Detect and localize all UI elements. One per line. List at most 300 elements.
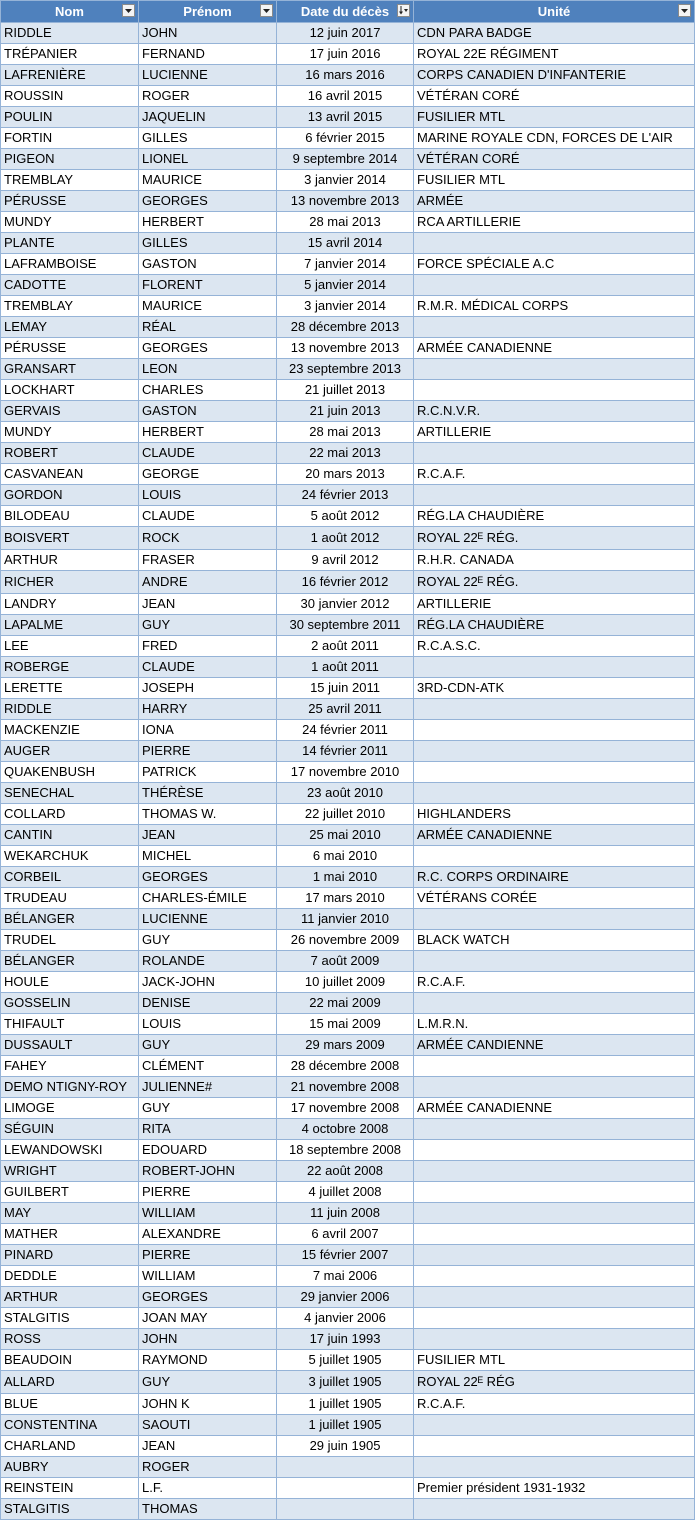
unite-cell[interactable] — [414, 783, 695, 804]
nom-cell[interactable]: LAFRENIÈRE — [1, 65, 139, 86]
date-cell[interactable]: 30 janvier 2012 — [277, 594, 414, 615]
date-cell[interactable]: 11 janvier 2010 — [277, 909, 414, 930]
nom-cell[interactable]: BILODEAU — [1, 506, 139, 527]
unite-cell[interactable] — [414, 1119, 695, 1140]
nom-cell[interactable]: CASVANEAN — [1, 464, 139, 485]
table-row — [1, 107, 695, 128]
unite-cell[interactable]: RÉG.LA CHAUDIÈRE — [414, 615, 695, 636]
nom-cell[interactable]: CANTIN — [1, 825, 139, 846]
date-cell[interactable]: 3 janvier 2014 — [277, 296, 414, 317]
date-cell[interactable]: 17 novembre 2010 — [277, 762, 414, 783]
date-cell[interactable]: 15 avril 2014 — [277, 233, 414, 254]
date-cell[interactable] — [277, 1478, 414, 1499]
unite-cell[interactable] — [414, 1245, 695, 1266]
prenom-cell[interactable]: GILLES — [139, 233, 277, 254]
nom-cell[interactable]: LAPALME — [1, 615, 139, 636]
date-cell[interactable]: 9 avril 2012 — [277, 550, 414, 571]
unite-cell[interactable] — [414, 233, 695, 254]
unite-cell[interactable]: R.C. CORPS ORDINAIRE — [414, 867, 695, 888]
date-cell[interactable]: 6 février 2015 — [277, 128, 414, 149]
prenom-cell[interactable]: ROBERT-JOHN — [139, 1161, 277, 1182]
sort-descending-icon[interactable] — [397, 4, 410, 17]
date-cell[interactable]: 22 juillet 2010 — [277, 804, 414, 825]
unite-cell[interactable]: ARMÉE CANADIENNE — [414, 825, 695, 846]
date-cell[interactable]: 7 mai 2006 — [277, 1266, 414, 1287]
prenom-cell[interactable]: PIERRE — [139, 1245, 277, 1266]
nom-cell[interactable]: RIDDLE — [1, 699, 139, 720]
prenom-cell[interactable]: HERBERT — [139, 212, 277, 233]
nom-cell[interactable]: CADOTTE — [1, 275, 139, 296]
date-cell[interactable]: 4 janvier 2006 — [277, 1308, 414, 1329]
nom-cell[interactable]: POULIN — [1, 107, 139, 128]
prenom-cell[interactable]: JOHN — [139, 1329, 277, 1350]
prenom-cell[interactable]: JEAN — [139, 594, 277, 615]
date-cell[interactable]: 20 mars 2013 — [277, 464, 414, 485]
dropdown-arrow-icon[interactable] — [260, 4, 273, 17]
unite-cell[interactable]: ROYAL 22E RÉGIMENT — [414, 44, 695, 65]
prenom-cell[interactable]: L.F. — [139, 1478, 277, 1499]
nom-cell[interactable]: TRUDEL — [1, 930, 139, 951]
date-cell[interactable]: 11 juin 2008 — [277, 1203, 414, 1224]
nom-cell[interactable]: MAY — [1, 1203, 139, 1224]
prenom-cell[interactable]: GUY — [139, 615, 277, 636]
prenom-cell[interactable]: JOHN — [139, 23, 277, 44]
unite-cell[interactable]: RCA ARTILLERIE — [414, 212, 695, 233]
unite-cell[interactable] — [414, 1182, 695, 1203]
date-cell[interactable]: 5 juillet 1905 — [277, 1350, 414, 1371]
unite-cell[interactable] — [414, 1415, 695, 1436]
nom-cell[interactable]: LEE — [1, 636, 139, 657]
unite-cell[interactable] — [414, 1499, 695, 1520]
nom-cell[interactable]: TREMBLAY — [1, 170, 139, 191]
unite-cell[interactable] — [414, 741, 695, 762]
nom-cell[interactable]: MACKENZIE — [1, 720, 139, 741]
date-cell[interactable]: 17 mars 2010 — [277, 888, 414, 909]
prenom-cell[interactable]: IONA — [139, 720, 277, 741]
unite-cell[interactable] — [414, 359, 695, 380]
prenom-cell[interactable]: ROCK — [139, 527, 277, 550]
nom-cell[interactable]: PÉRUSSE — [1, 338, 139, 359]
date-cell[interactable] — [277, 1457, 414, 1478]
prenom-cell[interactable]: THÉRÈSE — [139, 783, 277, 804]
unite-cell[interactable]: ROYAL 22ᴱ RÉG. — [414, 527, 695, 550]
prenom-cell[interactable]: CLAUDE — [139, 443, 277, 464]
prenom-cell[interactable]: PIERRE — [139, 741, 277, 762]
prenom-cell[interactable]: GUY — [139, 1098, 277, 1119]
date-cell[interactable]: 4 octobre 2008 — [277, 1119, 414, 1140]
unite-cell[interactable]: HIGHLANDERS — [414, 804, 695, 825]
date-cell[interactable]: 25 mai 2010 — [277, 825, 414, 846]
date-cell[interactable]: 23 septembre 2013 — [277, 359, 414, 380]
date-cell[interactable]: 16 février 2012 — [277, 571, 414, 594]
unite-cell[interactable]: FUSILIER MTL — [414, 1350, 695, 1371]
nom-cell[interactable]: MUNDY — [1, 212, 139, 233]
unite-cell[interactable]: R.C.A.F. — [414, 464, 695, 485]
prenom-cell[interactable]: DENISE — [139, 993, 277, 1014]
date-cell[interactable]: 17 juin 2016 — [277, 44, 414, 65]
nom-cell[interactable]: GERVAIS — [1, 401, 139, 422]
unite-cell[interactable]: R.C.A.S.C. — [414, 636, 695, 657]
nom-cell[interactable]: PINARD — [1, 1245, 139, 1266]
nom-cell[interactable]: ROSS — [1, 1329, 139, 1350]
nom-cell[interactable]: BOISVERT — [1, 527, 139, 550]
date-cell[interactable]: 5 janvier 2014 — [277, 275, 414, 296]
nom-cell[interactable]: GOSSELIN — [1, 993, 139, 1014]
nom-cell[interactable]: BEAUDOIN — [1, 1350, 139, 1371]
nom-cell[interactable]: DUSSAULT — [1, 1035, 139, 1056]
unite-cell[interactable]: FORCE SPÉCIALE A.C — [414, 254, 695, 275]
nom-cell[interactable]: THIFAULT — [1, 1014, 139, 1035]
unite-cell[interactable]: Premier président 1931-1932 — [414, 1478, 695, 1499]
unite-cell[interactable] — [414, 1308, 695, 1329]
prenom-cell[interactable]: FLORENT — [139, 275, 277, 296]
nom-cell[interactable]: LOCKHART — [1, 380, 139, 401]
nom-cell[interactable]: CHARLAND — [1, 1436, 139, 1457]
unite-cell[interactable]: VÉTÉRAN CORÉ — [414, 149, 695, 170]
prenom-cell[interactable]: LUCIENNE — [139, 65, 277, 86]
prenom-cell[interactable]: EDOUARD — [139, 1140, 277, 1161]
unite-cell[interactable] — [414, 993, 695, 1014]
date-cell[interactable]: 10 juillet 2009 — [277, 972, 414, 993]
prenom-cell[interactable]: CLÉMENT — [139, 1056, 277, 1077]
unite-cell[interactable]: VÉTÉRANS CORÉE — [414, 888, 695, 909]
date-cell[interactable]: 6 avril 2007 — [277, 1224, 414, 1245]
unite-cell[interactable]: L.M.R.N. — [414, 1014, 695, 1035]
nom-cell[interactable]: SÉGUIN — [1, 1119, 139, 1140]
nom-cell[interactable]: ARTHUR — [1, 550, 139, 571]
unite-cell[interactable]: R.C.A.F. — [414, 1394, 695, 1415]
unite-cell[interactable] — [414, 1329, 695, 1350]
date-cell[interactable]: 1 juillet 1905 — [277, 1394, 414, 1415]
prenom-cell[interactable]: ROGER — [139, 86, 277, 107]
date-cell[interactable]: 22 mai 2013 — [277, 443, 414, 464]
nom-cell[interactable]: TREMBLAY — [1, 296, 139, 317]
unite-cell[interactable] — [414, 657, 695, 678]
nom-cell[interactable]: MATHER — [1, 1224, 139, 1245]
date-cell[interactable]: 29 juin 1905 — [277, 1436, 414, 1457]
unite-cell[interactable] — [414, 951, 695, 972]
date-cell[interactable]: 3 juillet 1905 — [277, 1371, 414, 1394]
date-cell[interactable]: 14 février 2011 — [277, 741, 414, 762]
nom-cell[interactable]: TRÉPANIER — [1, 44, 139, 65]
nom-cell[interactable]: LAFRAMBOISE — [1, 254, 139, 275]
prenom-cell[interactable]: MAURICE — [139, 296, 277, 317]
prenom-cell[interactable]: MICHEL — [139, 846, 277, 867]
prenom-cell[interactable]: MAURICE — [139, 170, 277, 191]
prenom-cell[interactable]: JOSEPH — [139, 678, 277, 699]
prenom-cell[interactable]: CHARLES-ÉMILE — [139, 888, 277, 909]
unite-cell[interactable]: ARMÉE — [414, 191, 695, 212]
unite-cell[interactable] — [414, 1140, 695, 1161]
unite-cell[interactable]: ARTILLERIE — [414, 594, 695, 615]
nom-cell[interactable]: LANDRY — [1, 594, 139, 615]
unite-cell[interactable]: FUSILIER MTL — [414, 107, 695, 128]
prenom-cell[interactable]: GILLES — [139, 128, 277, 149]
unite-cell[interactable] — [414, 1266, 695, 1287]
nom-cell[interactable]: WRIGHT — [1, 1161, 139, 1182]
date-cell[interactable]: 21 novembre 2008 — [277, 1077, 414, 1098]
prenom-cell[interactable]: GUY — [139, 1371, 277, 1394]
unite-cell[interactable] — [414, 1224, 695, 1245]
date-cell[interactable]: 1 mai 2010 — [277, 867, 414, 888]
date-cell[interactable]: 6 mai 2010 — [277, 846, 414, 867]
table-row — [1, 65, 695, 86]
nom-cell[interactable]: STALGITIS — [1, 1308, 139, 1329]
date-cell[interactable]: 28 décembre 2013 — [277, 317, 414, 338]
unite-cell[interactable] — [414, 317, 695, 338]
prenom-cell[interactable]: RITA — [139, 1119, 277, 1140]
unite-cell[interactable]: ARMÉE CANADIENNE — [414, 1098, 695, 1119]
prenom-cell[interactable]: FERNAND — [139, 44, 277, 65]
prenom-cell[interactable]: GUY — [139, 930, 277, 951]
date-cell[interactable]: 15 mai 2009 — [277, 1014, 414, 1035]
unite-cell[interactable]: CORPS CANADIEN D'INFANTERIE — [414, 65, 695, 86]
nom-cell[interactable]: WEKARCHUK — [1, 846, 139, 867]
date-cell[interactable]: 16 avril 2015 — [277, 86, 414, 107]
prenom-cell[interactable]: JEAN — [139, 825, 277, 846]
table-body — [1, 23, 695, 1520]
prenom-cell[interactable]: CLAUDE — [139, 506, 277, 527]
dropdown-arrow-icon[interactable] — [678, 4, 691, 17]
table-row — [1, 1350, 695, 1371]
date-cell[interactable]: 7 août 2009 — [277, 951, 414, 972]
nom-cell[interactable]: FAHEY — [1, 1056, 139, 1077]
nom-cell[interactable]: PLANTE — [1, 233, 139, 254]
nom-cell[interactable]: ALLARD — [1, 1371, 139, 1394]
table-row — [1, 1371, 695, 1394]
unite-cell[interactable]: ROYAL 22ᴱ RÉG — [414, 1371, 695, 1394]
prenom-cell[interactable]: LOUIS — [139, 485, 277, 506]
nom-cell[interactable]: TRUDEAU — [1, 888, 139, 909]
unite-cell[interactable] — [414, 1077, 695, 1098]
unite-cell[interactable] — [414, 1287, 695, 1308]
nom-cell[interactable]: BLUE — [1, 1394, 139, 1415]
date-cell[interactable]: 22 mai 2009 — [277, 993, 414, 1014]
unite-cell[interactable] — [414, 443, 695, 464]
unite-cell[interactable] — [414, 1203, 695, 1224]
prenom-cell[interactable]: PIERRE — [139, 1182, 277, 1203]
unite-cell[interactable] — [414, 380, 695, 401]
date-cell[interactable]: 1 juillet 1905 — [277, 1415, 414, 1436]
date-cell[interactable]: 21 juillet 2013 — [277, 380, 414, 401]
nom-cell[interactable]: QUAKENBUSH — [1, 762, 139, 783]
prenom-cell[interactable]: WILLIAM — [139, 1203, 277, 1224]
table-row — [1, 149, 695, 170]
prenom-cell[interactable]: FRED — [139, 636, 277, 657]
unite-cell[interactable] — [414, 275, 695, 296]
date-cell[interactable]: 7 janvier 2014 — [277, 254, 414, 275]
prenom-cell[interactable]: THOMAS W. — [139, 804, 277, 825]
nom-cell[interactable]: LEMAY — [1, 317, 139, 338]
nom-cell[interactable]: DEMO NTIGNY-ROY — [1, 1077, 139, 1098]
prenom-cell[interactable]: GEORGES — [139, 191, 277, 212]
unite-cell[interactable] — [414, 762, 695, 783]
prenom-cell[interactable]: GEORGES — [139, 338, 277, 359]
prenom-cell[interactable]: HARRY — [139, 699, 277, 720]
prenom-cell[interactable]: JULIENNE# — [139, 1077, 277, 1098]
prenom-cell[interactable]: RAYMOND — [139, 1350, 277, 1371]
prenom-cell[interactable]: GASTON — [139, 401, 277, 422]
table-row — [1, 636, 695, 657]
prenom-cell[interactable]: GEORGE — [139, 464, 277, 485]
unite-cell[interactable]: R.M.R. MÉDICAL CORPS — [414, 296, 695, 317]
unite-cell[interactable] — [414, 485, 695, 506]
nom-cell[interactable]: DEDDLE — [1, 1266, 139, 1287]
prenom-cell[interactable]: ALEXANDRE — [139, 1224, 277, 1245]
unite-cell[interactable] — [414, 846, 695, 867]
nom-cell[interactable]: RIDDLE — [1, 23, 139, 44]
unite-cell[interactable]: R.C.A.F. — [414, 972, 695, 993]
nom-cell[interactable]: COLLARD — [1, 804, 139, 825]
date-cell[interactable]: 4 juillet 2008 — [277, 1182, 414, 1203]
prenom-cell[interactable]: WILLIAM — [139, 1266, 277, 1287]
prenom-cell[interactable]: JEAN — [139, 1436, 277, 1457]
table-row — [1, 1014, 695, 1035]
nom-cell[interactable]: RICHER — [1, 571, 139, 594]
prenom-cell[interactable]: GUY — [139, 1035, 277, 1056]
unite-cell[interactable] — [414, 1436, 695, 1457]
date-cell[interactable]: 13 novembre 2013 — [277, 338, 414, 359]
date-cell[interactable]: 30 septembre 2011 — [277, 615, 414, 636]
prenom-cell[interactable]: GEORGES — [139, 1287, 277, 1308]
unite-cell[interactable]: MARINE ROYALE CDN, FORCES DE L'AIR — [414, 128, 695, 149]
nom-cell[interactable]: GUILBERT — [1, 1182, 139, 1203]
date-cell[interactable]: 24 février 2011 — [277, 720, 414, 741]
table-row — [1, 1203, 695, 1224]
unite-cell[interactable]: VÉTÉRAN CORÉ — [414, 86, 695, 107]
prenom-cell[interactable]: GASTON — [139, 254, 277, 275]
date-cell[interactable]: 17 novembre 2008 — [277, 1098, 414, 1119]
date-cell[interactable]: 12 juin 2017 — [277, 23, 414, 44]
date-cell[interactable]: 29 janvier 2006 — [277, 1287, 414, 1308]
prenom-cell[interactable]: JAQUELIN — [139, 107, 277, 128]
nom-cell[interactable]: HOULE — [1, 972, 139, 993]
date-cell[interactable]: 9 septembre 2014 — [277, 149, 414, 170]
unite-cell[interactable] — [414, 720, 695, 741]
unite-cell[interactable]: 3RD-CDN-ATK — [414, 678, 695, 699]
date-cell[interactable]: 26 novembre 2009 — [277, 930, 414, 951]
prenom-cell[interactable]: LOUIS — [139, 1014, 277, 1035]
nom-cell[interactable]: PÉRUSSE — [1, 191, 139, 212]
date-cell[interactable]: 21 juin 2013 — [277, 401, 414, 422]
nom-cell[interactable]: BÉLANGER — [1, 951, 139, 972]
unite-cell[interactable]: CDN PARA BADGE — [414, 23, 695, 44]
date-cell[interactable]: 29 mars 2009 — [277, 1035, 414, 1056]
date-cell[interactable]: 5 août 2012 — [277, 506, 414, 527]
date-cell[interactable]: 3 janvier 2014 — [277, 170, 414, 191]
prenom-cell[interactable]: JOHN K — [139, 1394, 277, 1415]
date-cell[interactable]: 28 mai 2013 — [277, 212, 414, 233]
nom-cell[interactable]: LERETTE — [1, 678, 139, 699]
table-row — [1, 1415, 695, 1436]
unite-cell[interactable]: ARMÉE CANDIENNE — [414, 1035, 695, 1056]
date-cell[interactable]: 17 juin 1993 — [277, 1329, 414, 1350]
nom-cell[interactable]: ARTHUR — [1, 1287, 139, 1308]
unite-cell[interactable]: BLACK WATCH — [414, 930, 695, 951]
nom-cell[interactable]: BÉLANGER — [1, 909, 139, 930]
date-cell[interactable]: 2 août 2011 — [277, 636, 414, 657]
nom-cell[interactable]: ROBERT — [1, 443, 139, 464]
prenom-cell[interactable]: SAOUTI — [139, 1415, 277, 1436]
date-cell[interactable]: 18 septembre 2008 — [277, 1140, 414, 1161]
prenom-cell[interactable]: THOMAS — [139, 1499, 277, 1520]
prenom-cell[interactable]: ANDRE — [139, 571, 277, 594]
nom-cell[interactable]: REINSTEIN — [1, 1478, 139, 1499]
table-row — [1, 1245, 695, 1266]
nom-cell[interactable]: CONSTENTINA — [1, 1415, 139, 1436]
nom-cell[interactable]: ROUSSIN — [1, 86, 139, 107]
prenom-cell[interactable]: LIONEL — [139, 149, 277, 170]
unite-cell[interactable]: R.C.N.V.R. — [414, 401, 695, 422]
date-cell[interactable]: 15 février 2007 — [277, 1245, 414, 1266]
date-cell[interactable]: 15 juin 2011 — [277, 678, 414, 699]
nom-cell[interactable]: STALGITIS — [1, 1499, 139, 1520]
nom-cell[interactable]: LIMOGE — [1, 1098, 139, 1119]
unite-cell[interactable]: FUSILIER MTL — [414, 170, 695, 191]
prenom-cell[interactable]: RÉAL — [139, 317, 277, 338]
prenom-cell[interactable]: ROLANDE — [139, 951, 277, 972]
prenom-cell[interactable]: GEORGES — [139, 867, 277, 888]
date-cell[interactable]: 1 août 2012 — [277, 527, 414, 550]
nom-cell[interactable]: LEWANDOWSKI — [1, 1140, 139, 1161]
date-cell[interactable]: 16 mars 2016 — [277, 65, 414, 86]
date-cell[interactable]: 28 décembre 2008 — [277, 1056, 414, 1077]
prenom-cell[interactable]: HERBERT — [139, 422, 277, 443]
date-cell[interactable]: 1 août 2011 — [277, 657, 414, 678]
prenom-cell[interactable]: LEON — [139, 359, 277, 380]
unite-cell[interactable]: RÉG.LA CHAUDIÈRE — [414, 506, 695, 527]
unite-cell[interactable]: R.H.R. CANADA — [414, 550, 695, 571]
date-cell[interactable] — [277, 1499, 414, 1520]
dropdown-arrow-icon[interactable] — [122, 4, 135, 17]
prenom-cell[interactable]: FRASER — [139, 550, 277, 571]
unite-cell[interactable] — [414, 909, 695, 930]
date-cell[interactable]: 13 novembre 2013 — [277, 191, 414, 212]
nom-cell[interactable]: GRANSART — [1, 359, 139, 380]
nom-cell[interactable]: PIGEON — [1, 149, 139, 170]
nom-cell[interactable]: ROBERGE — [1, 657, 139, 678]
unite-cell[interactable]: ARTILLERIE — [414, 422, 695, 443]
unite-cell[interactable]: ROYAL 22ᴱ RÉG. — [414, 571, 695, 594]
date-cell[interactable]: 28 mai 2013 — [277, 422, 414, 443]
date-cell[interactable]: 24 février 2013 — [277, 485, 414, 506]
prenom-cell[interactable]: LUCIENNE — [139, 909, 277, 930]
date-cell[interactable]: 13 avril 2015 — [277, 107, 414, 128]
prenom-cell[interactable]: ROGER — [139, 1457, 277, 1478]
unite-cell[interactable]: ARMÉE CANADIENNE — [414, 338, 695, 359]
table-row — [1, 699, 695, 720]
date-cell[interactable]: 25 avril 2011 — [277, 699, 414, 720]
nom-cell[interactable]: AUGER — [1, 741, 139, 762]
nom-cell[interactable]: CORBEIL — [1, 867, 139, 888]
prenom-cell[interactable]: PATRICK — [139, 762, 277, 783]
unite-cell[interactable] — [414, 699, 695, 720]
prenom-cell[interactable]: CLAUDE — [139, 657, 277, 678]
nom-cell[interactable]: AUBRY — [1, 1457, 139, 1478]
prenom-cell[interactable]: CHARLES — [139, 380, 277, 401]
unite-cell[interactable] — [414, 1457, 695, 1478]
date-cell[interactable]: 23 août 2010 — [277, 783, 414, 804]
unite-cell[interactable] — [414, 1161, 695, 1182]
date-cell[interactable]: 22 août 2008 — [277, 1161, 414, 1182]
nom-cell[interactable]: MUNDY — [1, 422, 139, 443]
nom-cell[interactable]: FORTIN — [1, 128, 139, 149]
prenom-cell[interactable]: JACK-JOHN — [139, 972, 277, 993]
prenom-cell[interactable]: JOAN MAY — [139, 1308, 277, 1329]
unite-cell[interactable] — [414, 1056, 695, 1077]
nom-cell[interactable]: GORDON — [1, 485, 139, 506]
nom-cell[interactable]: SENECHAL — [1, 783, 139, 804]
